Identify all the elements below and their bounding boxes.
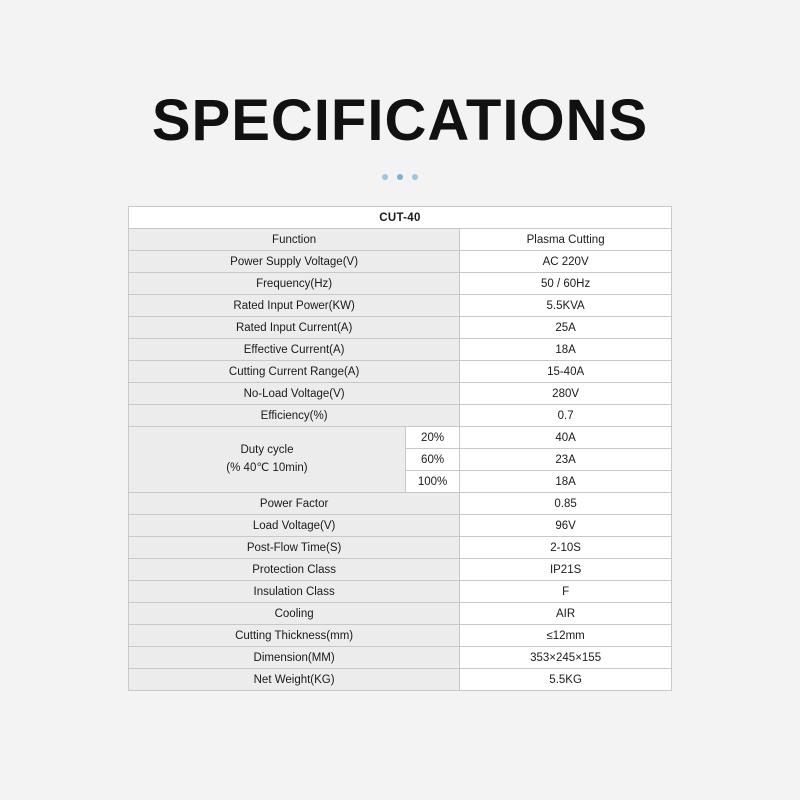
row-label: Power Supply Voltage(V): [129, 251, 460, 273]
row-value: 18A: [460, 339, 672, 361]
row-value: 5.5KG: [460, 669, 672, 691]
row-value: 0.7: [460, 405, 672, 427]
row-value: F: [460, 581, 672, 603]
duty-cycle-label-line1: Duty cycle: [240, 444, 294, 457]
table-row-duty-20: [129, 427, 672, 449]
row-label: No-Load Voltage(V): [129, 383, 460, 405]
table-row: [129, 515, 672, 537]
row-label: Cutting Thickness(mm): [129, 625, 460, 647]
dot-icon: [397, 174, 403, 180]
row-value: 5.5KVA: [460, 295, 672, 317]
row-value: 0.85: [460, 493, 672, 515]
duty-cycle-value: 18A: [460, 471, 672, 493]
decorative-dots: [0, 174, 800, 180]
row-value: 50 / 60Hz: [460, 273, 672, 295]
row-label: Function: [129, 229, 460, 251]
duty-cycle-sub: 100%: [405, 471, 459, 493]
row-value: 96V: [460, 515, 672, 537]
row-label: Frequency(Hz): [129, 273, 460, 295]
row-value: 15-40A: [460, 361, 672, 383]
table-row: [129, 493, 672, 515]
duty-cycle-label-line2: (% 40℃ 10min): [226, 461, 308, 474]
table-row: [129, 647, 672, 669]
table-row: [129, 581, 672, 603]
row-value: ≤12mm: [460, 625, 672, 647]
table-row: [129, 251, 672, 273]
row-label: Post-Flow Time(S): [129, 537, 460, 559]
row-label: Rated Input Current(A): [129, 317, 460, 339]
row-label: Power Factor: [129, 493, 460, 515]
table-row: [129, 383, 672, 405]
page-title: SPECIFICATIONS: [151, 88, 649, 153]
duty-cycle-value: 23A: [460, 449, 672, 471]
dot-icon: [412, 174, 418, 180]
row-label: Dimension(MM): [129, 647, 460, 669]
row-value: IP21S: [460, 559, 672, 581]
row-value: 353×245×155: [460, 647, 672, 669]
row-label: Effective Current(A): [129, 339, 460, 361]
row-label: Cutting Current Range(A): [129, 361, 460, 383]
table-row: [129, 339, 672, 361]
specifications-table: [128, 206, 672, 691]
duty-cycle-sub: 60%: [405, 449, 459, 471]
row-value: AC 220V: [460, 251, 672, 273]
table-row: [129, 273, 672, 295]
row-value: 25A: [460, 317, 672, 339]
row-value: AIR: [460, 603, 672, 625]
table-row: [129, 405, 672, 427]
row-label: Cooling: [129, 603, 460, 625]
table-row: [129, 537, 672, 559]
duty-cycle-sub: 20%: [405, 427, 459, 449]
spec-table-container: [128, 206, 672, 691]
row-label: Insulation Class: [129, 581, 460, 603]
row-label: Rated Input Power(KW): [129, 295, 460, 317]
table-row: [129, 559, 672, 581]
table-row: [129, 625, 672, 647]
row-label: Efficiency(%): [129, 405, 460, 427]
table-row: [129, 669, 672, 691]
table-row: [129, 603, 672, 625]
dot-icon: [382, 174, 388, 180]
row-value: 2-10S: [460, 537, 672, 559]
duty-cycle-label: [129, 427, 406, 493]
table-row: [129, 317, 672, 339]
row-label: Protection Class: [129, 559, 460, 581]
row-label: Load Voltage(V): [129, 515, 460, 537]
row-value: Plasma Cutting: [460, 229, 672, 251]
model-name: CUT-40: [129, 207, 672, 229]
table-row: [129, 229, 672, 251]
table-row: [129, 361, 672, 383]
duty-cycle-value: 40A: [460, 427, 672, 449]
table-row-model: [129, 207, 672, 229]
row-label: Net Weight(KG): [129, 669, 460, 691]
table-row: [129, 295, 672, 317]
row-value: 280V: [460, 383, 672, 405]
